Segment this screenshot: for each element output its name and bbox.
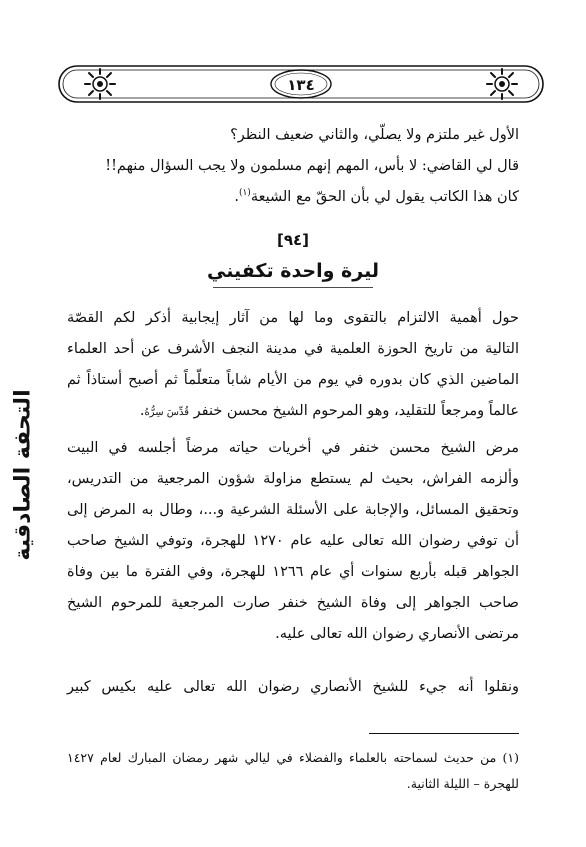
side-title-text: التحفة الصادقية (10, 389, 36, 561)
paragraph-line: الماضين الذي كان بدوره في يوم من الأيام شاباً متعلّماً ثم أصبح أستاذاً ثم (67, 372, 519, 388)
star-ornament-icon (85, 69, 115, 99)
paragraph-line: وألزمه الفراش، بحيث لم يستطع مزاولة شؤون المرجعية من التدريس، (67, 471, 519, 487)
page-header (58, 62, 544, 106)
paragraph-line: وتحقيق المسائل، والإجابة على الأسئلة الشرعية و...، وطال به المرض إلى (67, 502, 519, 518)
paragraph-line: التالية من تاريخ الحوزة العلمية في مدينة النجف الأشرف عن أحد العلماء (67, 341, 519, 357)
paragraph-line: أن توفي رضوان الله تعالى عليه عام ١٢٧٠ للهجرة، وتوفي الشيخ صاحب (67, 533, 519, 549)
text-line: الأول غير ملتزم ولا يصلّي، والثاني ضعيف النظر؟ (230, 127, 519, 143)
text-line-content: كان هذا الكاتب يقول لي بأن الحقّ مع الشيعة (250, 189, 519, 205)
paragraph-line-content: عالماً ومرجعاً للتقليد، وهو المرحوم الشيخ محسن خنفر (193, 403, 519, 419)
paragraph-line: مرض الشيخ محسن خنفر في أخريات حياته مرضاً أجلسه في البيت (67, 440, 519, 456)
title-underline (213, 286, 373, 289)
star-ornament-icon (487, 69, 517, 99)
page-number: ١٣٤ (287, 76, 315, 94)
paragraph-line: صاحب الجواهر إلى وفاة الشيخ خنفر صارت المرجعية للمرحوم الشيخ (67, 595, 519, 611)
side-running-title (0, 380, 46, 570)
paragraph-line: الجواهر قبله بأربع سنوات أي عام ١٢٦٦ للهجرة، وفي الفترة ما بين وفاة (67, 564, 519, 580)
paragraph-line: حول أهمية الالتزام بالتقوى وما لها من آثار إيجابية أذكر لكم القصّة (67, 310, 519, 326)
paragraph-line: ونقلوا أنه جيء للشيخ الأنصاري رضوان الله تعالى عليه بكيس كبير (67, 679, 519, 695)
text-line: كان هذا الكاتب يقول لي بأن الحقّ مع الشيعة$^{(١)}$. (234, 188, 519, 205)
footnote-line: (١) من حديث لسماحته بالعلماء والفضلاء في ليالي شهر رمضان المبارك لعام ١٤٢٧ (67, 750, 519, 765)
footnote-line: للهجرة – الليلة الثانية. (406, 776, 519, 791)
paragraph-line: عالماً ومرجعاً للتقليد، وهو المرحوم الشيخ محسن خنفر قُدِّسَ سِرُّهُ. (139, 403, 519, 419)
footnote-reference: (١) (238, 188, 251, 199)
text-line: قال لي القاضي: لا بأس، المهم إنهم مسلمون ولا يجب السؤال منهم!! (105, 158, 519, 174)
section-title: ليرة واحدة تكفيني (207, 260, 379, 282)
honorific: قُدِّسَ سِرُّهُ (144, 407, 189, 418)
footnote-divider (369, 733, 519, 734)
section-number: [٩٤] (276, 231, 310, 249)
paragraph-line: مرتضى الأنصاري رضوان الله تعالى عليه. (275, 626, 519, 642)
